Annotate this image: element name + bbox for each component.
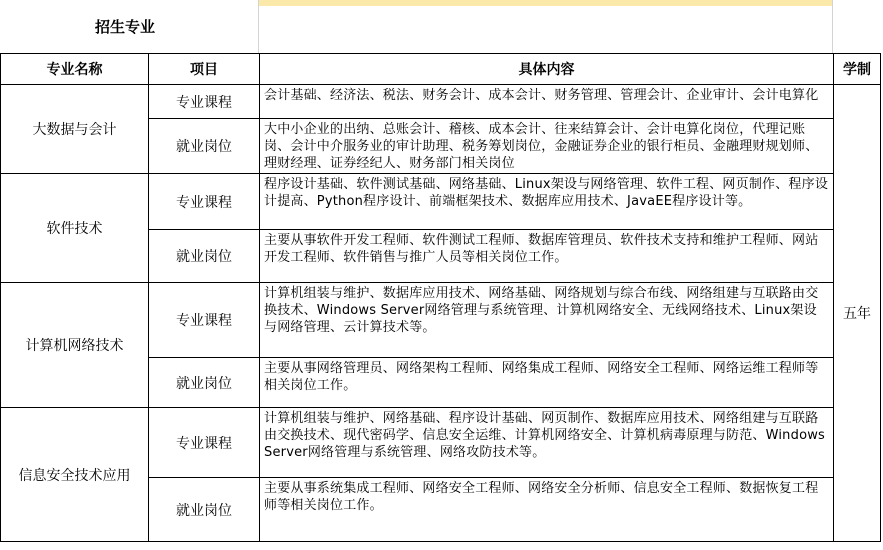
content-cell[interactable]: 程序设计基础、软件测试基础、网络基础、Linux架设与网络管理、软件工程、网页制作、程序设计提高、Python程序设计、前端框架技术、数据库应用技术、JavaEE程序设计等。 [260, 174, 834, 230]
content-cell[interactable]: 大中小企业的出纳、总账会计、稽核、成本会计、往来结算会计、会计电算化岗位，代理记账岗、会计中介服务业的审计助理、税务筹划岗位，金融证券企业的银行柜员、金融理财规划师、理财经理、证券经纪人、财务部门相关岗位 [260, 119, 834, 174]
item-cell[interactable]: 就业岗位 [149, 119, 260, 174]
years-cell[interactable]: 五年 [834, 85, 881, 542]
item-cell[interactable]: 就业岗位 [149, 478, 260, 542]
content-cell[interactable]: 主要从事系统集成工程师、网络安全工程师、网络安全分析师、信息安全工程师、数据恢复工程师等相关岗位工作。 [260, 478, 834, 542]
content-cell[interactable]: 计算机组装与维护、网络基础、程序设计基础、网页制作、数据库应用技术、网络组建与互联路由交换技术、现代密码学、信息安全运维、计算机网络安全、计算机病毒原理与防范、Windows Server网络管理与系统管理、网络攻防技术等。 [260, 408, 834, 478]
header-years[interactable]: 学制 [834, 54, 881, 85]
majors-table [0, 53, 881, 542]
major-name-cell[interactable]: 信息安全技术应用 [1, 408, 149, 542]
content-cell[interactable]: 主要从事软件开发工程师、软件测试工程师、数据库管理员、软件技术支持和维护工程师、网站开发工程师、软件销售与推广人员等相关岗位工作。 [260, 230, 834, 283]
item-cell[interactable]: 就业岗位 [149, 230, 260, 283]
highlighted-cell[interactable] [259, 0, 833, 6]
table-row [1, 174, 881, 230]
sheet-title: 招生专业 [95, 17, 156, 36]
item-cell[interactable]: 专业课程 [149, 174, 260, 230]
header-item[interactable]: 项目 [149, 54, 260, 85]
item-cell[interactable]: 专业课程 [149, 283, 260, 358]
header-major[interactable]: 专业名称 [1, 54, 149, 85]
grid-line [258, 0, 259, 53]
item-cell[interactable]: 就业岗位 [149, 358, 260, 408]
item-cell[interactable]: 专业课程 [149, 408, 260, 478]
header-content[interactable]: 具体内容 [260, 54, 834, 85]
content-cell[interactable]: 主要从事网络管理员、网络架构工程师、网络集成工程师、网络安全工程师、网络运维工程师等相关岗位工作。 [260, 358, 834, 408]
content-cell[interactable]: 会计基础、经济法、税法、财务会计、成本会计、财务管理、管理会计、企业审计、会计电算化 [260, 85, 834, 119]
table-row [1, 85, 881, 119]
content-cell[interactable]: 计算机组装与维护、数据库应用技术、网络基础、网络规划与综合布线、网络组建与互联路由交换技术、Windows Server网络管理与系统管理、计算机网络安全、无线网络技术、Linux架设与网络管理、云计算技术等。 [260, 283, 834, 358]
major-name-cell[interactable]: 软件技术 [1, 174, 149, 283]
major-name-cell[interactable]: 计算机网络技术 [1, 283, 149, 408]
table-row [1, 283, 881, 358]
major-name-cell[interactable]: 大数据与会计 [1, 85, 149, 174]
grid-line [832, 0, 833, 53]
item-cell[interactable]: 专业课程 [149, 85, 260, 119]
table-row [1, 408, 881, 478]
title-cell[interactable] [0, 0, 258, 52]
header-row [1, 54, 881, 85]
